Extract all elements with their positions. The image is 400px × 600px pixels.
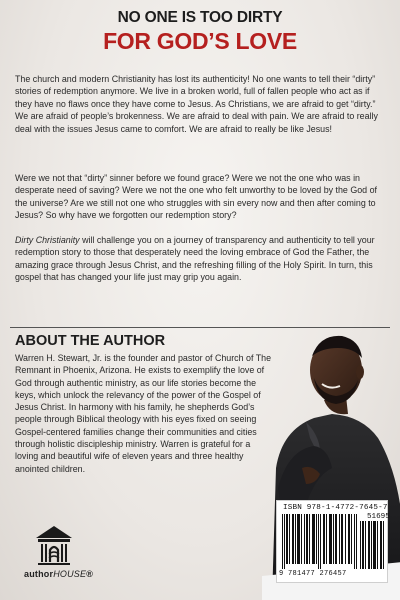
- publisher-name: [24, 569, 93, 579]
- authorhouse-logo-icon: [32, 522, 76, 566]
- publisher-name-part-1: author: [24, 569, 54, 579]
- isbn-barcode: [282, 514, 358, 569]
- isbn-label: ISBN 978-1-4772-7645-7: [283, 504, 388, 512]
- title-line-1: NO ONE IS TOO DIRTY: [117, 9, 283, 26]
- barcode-number: 9 781477 276457: [279, 570, 347, 578]
- price-barcode: [360, 521, 384, 569]
- blurb-paragraph-3-text: will challenge you on a journey of transparency and authenticity to tell your redemption story to those that desperately need the loving embrace of God the Father, the amazing grace through Jesus Christ, and the refreshing filling of the Holy Spirit. In turn, this gospel that has changed your life just may grip you again.: [15, 235, 375, 283]
- blurb-paragraph-2: Were we not that “dirty” sinner before we found grace? Were we not the one who was in desperate need of saving? Were we not the one who felt unworthy to be loved by the God of the universe? Are we still not one who struggles with sin every now and then after coming to Jesus? So why have we forgotten our redemption story?: [15, 173, 377, 221]
- blurb-paragraph-1: The church and modern Christianity has lost its authenticity! No one wants to tell their “dirty” stories of redemption anymore. We live in a broken world, full of fallen people who act as if they have no flaws once they have come to Jesus. As Christians, we are afraid to get “dirty.” We are afraid of people’s brokenness. We are afraid to deal with pain. We are afraid to really deal with the issues Jesus came to comfort. We are afraid to really be like Jesus!: [15, 74, 378, 134]
- blurb-paragraph-3: [15, 234, 387, 284]
- price-code: 51695: [367, 513, 390, 521]
- title-line-2: FOR GOD’S LOVE: [103, 28, 297, 54]
- about-author-text: Warren H. Stewart, Jr. is the founder and pastor of Church of The Remnant in Phoenix, Arizona. He exists to exemplify the love of God through authentic ministry, as our life stories become the keys, which unlock the relevancy of the power of the Gospel of Jesus Christ. In harmony with his family, he shepherds God’s people through Biblical theology with his eyes fixed on seeing Gospel-centered families change their communities and cities through holistic discipleship ministry. Warren is grateful for a loving and beautiful wife of eleven years and three healthy anointed children.: [15, 353, 272, 474]
- publisher-name-part-3: ®: [86, 569, 94, 579]
- publisher-name-part-2: HOUSE: [53, 569, 87, 579]
- book-title-italic: Dirty Christianity: [15, 235, 80, 245]
- about-author-heading: ABOUT THE AUTHOR: [15, 333, 166, 349]
